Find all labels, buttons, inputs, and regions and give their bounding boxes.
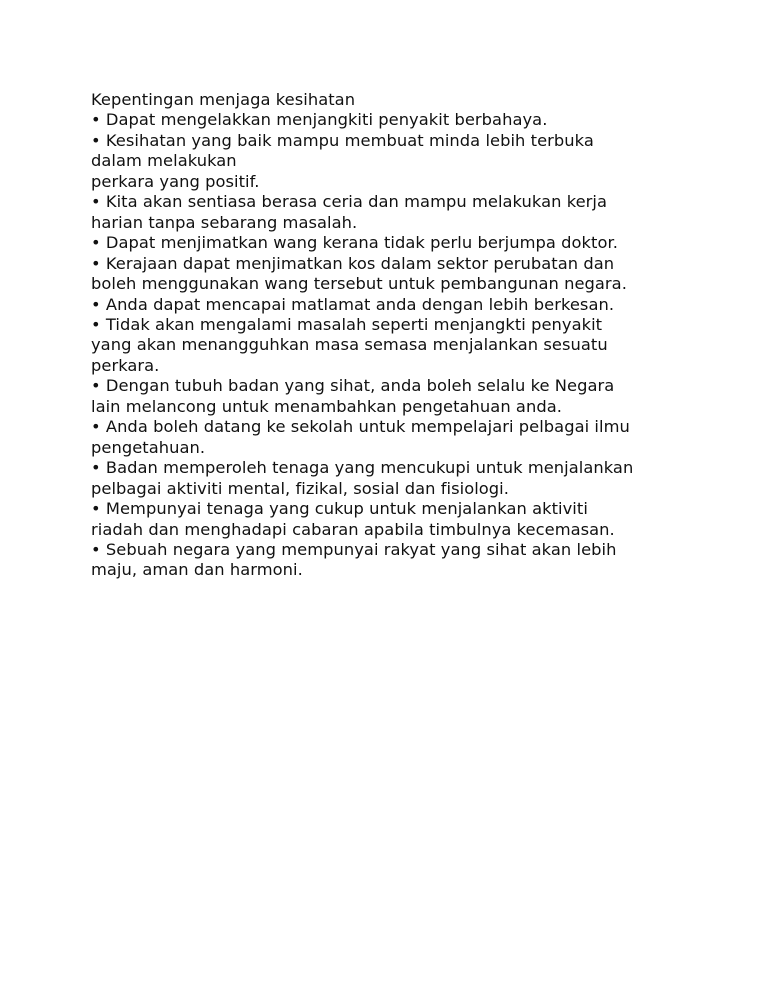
text-line: maju, aman dan harmoni.: [91, 560, 303, 580]
text-line: perkara.: [91, 355, 160, 375]
text-line: • Sebuah negara yang mempunyai rakyat yang sihat akan lebih: [91, 539, 617, 559]
text-line: pengetahuan.: [91, 437, 206, 457]
text-line: • Kerajaan dapat menjimatkan kos dalam sektor perubatan dan: [91, 253, 615, 273]
text-line: harian tanpa sebarang masalah.: [91, 212, 358, 232]
text-line: • Anda boleh datang ke sekolah untuk mempelajari pelbagai ilmu: [91, 417, 630, 437]
text-line: pelbagai aktiviti mental, fizikal, sosial dan fisiologi.: [91, 478, 509, 498]
document-page: [91, 90, 691, 581]
text-line: lain melancong untuk menambahkan pengetahuan anda.: [91, 396, 562, 416]
text-line: • Dapat menjimatkan wang kerana tidak perlu berjumpa doktor.: [91, 233, 618, 253]
text-line: • Kita akan sentiasa berasa ceria dan mampu melakukan kerja: [91, 192, 608, 212]
document-title: Kepentingan menjaga kesihatan: [91, 90, 356, 109]
text-line: yang akan menangguhkan masa semasa menjalankan sesuatu: [91, 335, 608, 355]
text-line: • Dapat mengelakkan menjangkiti penyakit berbahaya.: [91, 110, 548, 130]
text-line: • Kesihatan yang baik mampu membuat minda lebih terbuka: [91, 130, 594, 150]
text-line: • Dengan tubuh badan yang sihat, anda boleh selalu ke Negara: [91, 376, 615, 396]
text-line: • Anda dapat mencapai matlamat anda dengan lebih berkesan.: [91, 294, 615, 314]
text-line: • Tidak akan mengalami masalah seperti menjangkti penyakit: [91, 314, 603, 334]
text-line: dalam melakukan: [91, 151, 237, 171]
text-line: riadah dan menghadapi cabaran apabila timbulnya kecemasan.: [91, 519, 615, 539]
text-line: perkara yang positif.: [91, 171, 260, 191]
text-line: • Badan memperoleh tenaga yang mencukupi untuk menjalankan: [91, 458, 634, 478]
text-line: boleh menggunakan wang tersebut untuk pembangunan negara.: [91, 274, 627, 294]
text-line: • Mempunyai tenaga yang cukup untuk menjalankan aktiviti: [91, 499, 588, 519]
